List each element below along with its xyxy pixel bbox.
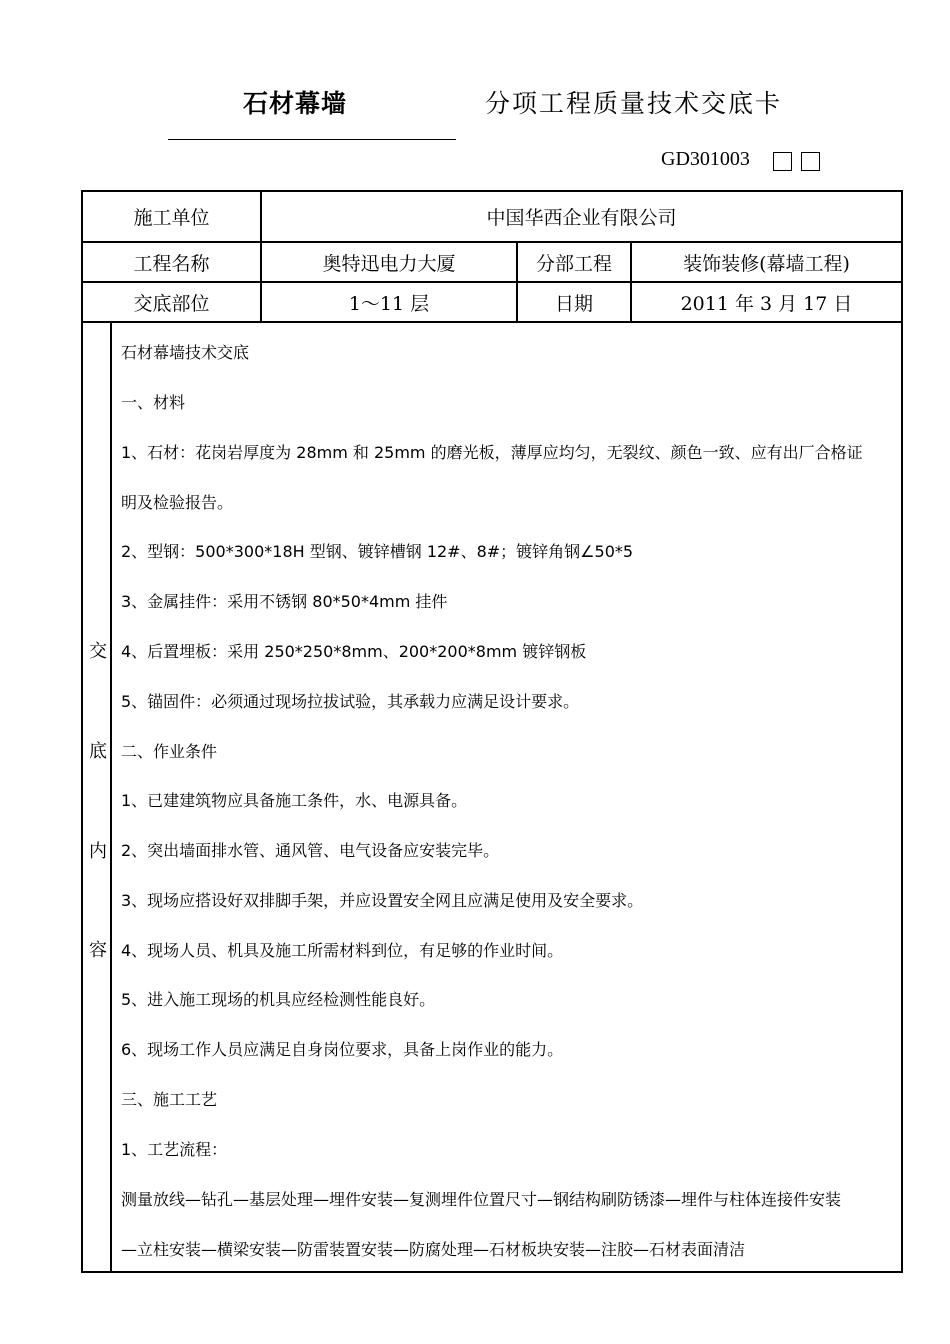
content-line: 3、金属挂件：采用不锈钢 80*50*4mm 挂件 [121, 592, 448, 611]
value-construction-unit: 中国华西企业有限公司 [486, 207, 677, 229]
value-disclosure-part: 1～11 层 [348, 292, 430, 315]
label-sub-project: 分部工程 [535, 252, 612, 275]
content-line: 4、现场人员、机具及施工所需材料到位，有足够的作业时间。 [121, 941, 564, 960]
content-line: 石材幕墙技术交底 [121, 343, 250, 362]
content-line: 2、突出墙面排水管、通风管、电气设备应安装完毕。 [121, 841, 500, 860]
disclosure-table [81, 190, 903, 1273]
label-construction-unit: 施工单位 [133, 207, 210, 229]
label-date: 日期 [554, 292, 593, 315]
side-label-char: 内 [89, 841, 107, 862]
value-date: 2011 年 3 月 17 日 [680, 292, 853, 315]
value-sub-project: 装饰装修(幕墙工程) [683, 252, 850, 275]
checkbox-2 [801, 152, 820, 171]
checkbox-1 [773, 152, 792, 171]
label-project-name: 工程名称 [133, 252, 210, 275]
content-line: 1、已建建筑物应具备施工条件，水、电源具备。 [121, 791, 468, 810]
page-title: 分项工程质量技术交底卡 [485, 89, 783, 118]
content-line: 5、锚固件：必须通过现场拉拔试验，其承载力应满足设计要求。 [121, 692, 580, 711]
content-line: 一、材料 [121, 393, 186, 412]
content-line: 2、型钢：500*300*18H 型钢、镀锌槽钢 12#、8#；镀锌角钢∠50*5 [121, 542, 634, 561]
title-underline [168, 139, 456, 140]
content-line: 4、后置埋板：采用 250*250*8mm、200*200*8mm 镀锌钢板 [121, 642, 587, 661]
side-label-char: 容 [89, 940, 107, 961]
content-line: 1、石材：花岗岩厚度为 28mm 和 25mm 的磨光板，薄厚应均匀，无裂纹、颜色一致、应有出厂合格证 [121, 443, 863, 462]
value-project-name: 奥特迅电力大厦 [322, 252, 456, 275]
col-divider [110, 321, 112, 1271]
content-line: 3、现场应搭设好双排脚手架，并应设置安全网且应满足使用及安全要求。 [121, 891, 644, 910]
content-line: 6、现场工作人员应满足自身岗位要求，具备上岗作业的能力。 [121, 1040, 564, 1059]
content-line: 明及检验报告。 [121, 493, 234, 512]
title-subject: 石材幕墙 [243, 89, 348, 118]
content-line: —立柱安装—横梁安装—防雷装置安装—防腐处理—石材板块安装—注胶—石材表面清洁 [121, 1240, 746, 1259]
side-label-char: 底 [89, 741, 107, 762]
document-code: GD301003 [661, 148, 750, 170]
content-line: 1、工艺流程： [121, 1140, 228, 1159]
side-label-char: 交 [89, 641, 107, 662]
row-divider [83, 321, 901, 323]
label-disclosure-part: 交底部位 [133, 292, 210, 315]
content-line: 二、作业条件 [121, 742, 218, 761]
content-line: 5、进入施工现场的机具应经检测性能良好。 [121, 990, 436, 1009]
content-line: 测量放线—钻孔—基层处理—埋件安装—复测埋件位置尺寸—钢结构刷防锈漆—埋件与柱体连接件安装 [121, 1190, 842, 1209]
content-line: 三、施工工艺 [121, 1090, 218, 1109]
